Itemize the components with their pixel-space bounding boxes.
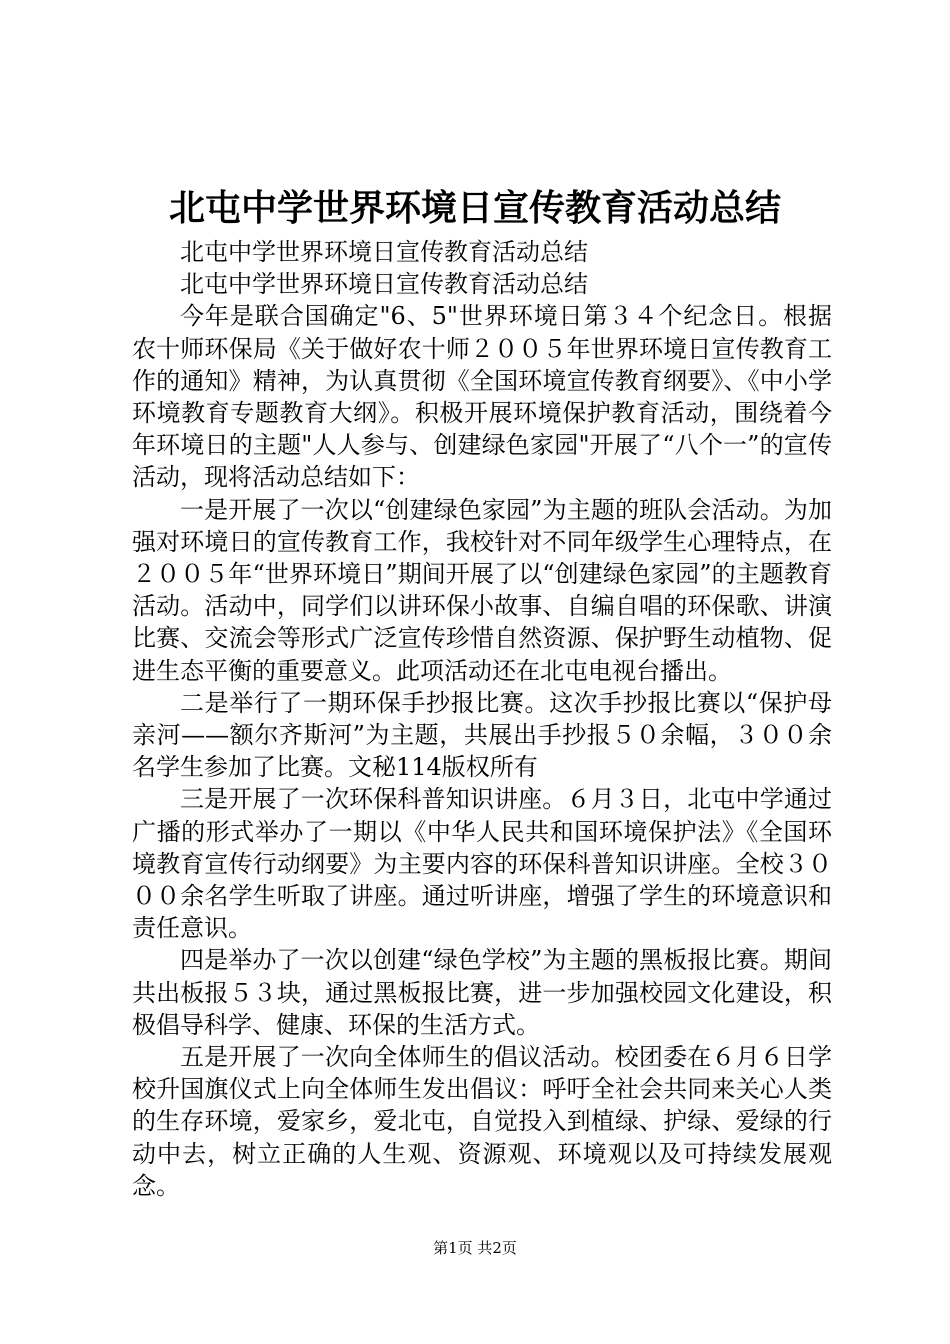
paragraph-activity-4: 四是举办了一次以创建“绿色学校”为主题的黑板报比赛。期间共出板报５３块，通过黑板报比赛，进一步加强校园文化建设，积极倡导科学、健康、环保的生活方式。 — [132, 946, 832, 1039]
paragraph-activity-5: 五是开展了一次向全体师生的倡议活动。校团委在６月６日学校升国旗仪式上向全体师生发出倡议：呼吁全社会共同来关心人类的生存环境，爱家乡，爱北屯，自觉投入到植绿、护绿、爱绿的行动中去，树立正确的人生观、资源观、环境观以及可持续发展观念。 — [132, 1043, 832, 1200]
document-body — [132, 236, 832, 1202]
document-title: 北屯中学世界环境日宣传教育活动总结 — [168, 187, 781, 229]
paragraph-activity-2: 二是举行了一期环保手抄报比赛。这次手抄报比赛以“保护母亲河——额尔齐斯河”为主题，共展出手抄报５０余幅，３００余名学生参加了比赛。文秘114版权所有 — [132, 688, 832, 782]
paragraph-activity-1: 一是开展了一次以“创建绿色家园”为主题的班队会活动。为加强对环境日的宣传教育工作，我校针对不同年级学生心理特点，在２００５年“世界环境日”期间开展了以“创建绿色家园”的主题教育活动。活动中，同学们以讲环保小故事、自编自唱的环保歌、讲演比赛、交流会等形式广泛宣传珍惜自然资源、保护野生动植物、促进生态平衡的重要意义。此项活动还在北屯电视台播出。 — [132, 495, 832, 685]
paragraph-activity-3: 三是开展了一次环保科普知识讲座。６月３日，北屯中学通过广播的形式举办了一期以《中华人民共和国环境保护法》《全国环境教育宣传行动纲要》为主要内容的环保科普知识讲座。全校３０００余名学生听取了讲座。通过听讲座，增强了学生的环境意识和责任意识。 — [132, 785, 832, 943]
paragraph-subtitle-2: 北屯中学世界环境日宣传教育活动总结 — [180, 270, 588, 299]
paragraph-subtitle-1: 北屯中学世界环境日宣传教育活动总结 — [180, 238, 588, 266]
paragraph-intro: 今年是联合国确定"6、5"世界环境日第３４个纪念日。根据农十师环保局《关于做好农十师２００５年世界环境日宣传教育工作的通知》精神，为认真贯彻《全国环境宣传教育纲要》、《中小学环境教育专题教育大纲》。积极开展环境保护教育活动，围绕着今年环境日的主题"人人参与、创建绿色家园"开展了“八个一”的宣传活动，现将活动总结如下： — [132, 302, 832, 492]
page-number-footer: 第1页 共2页 — [433, 1239, 517, 1257]
